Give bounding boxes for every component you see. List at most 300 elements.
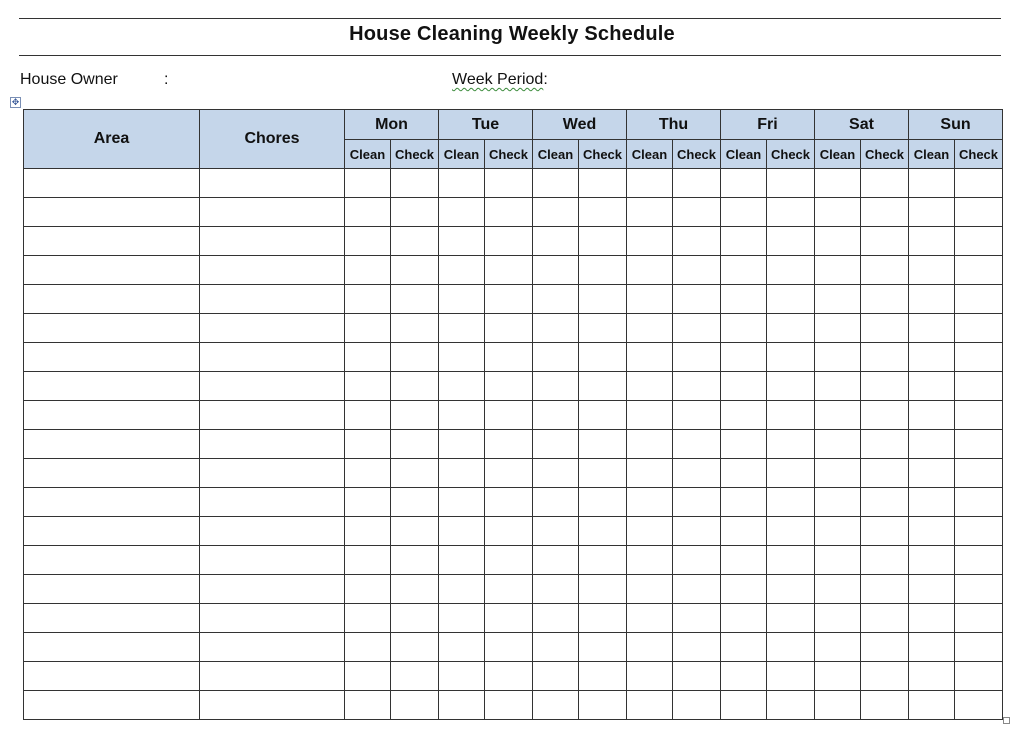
area-cell[interactable] bbox=[24, 372, 200, 401]
clean-cell[interactable] bbox=[721, 633, 767, 662]
clean-cell[interactable] bbox=[345, 372, 391, 401]
check-cell[interactable] bbox=[955, 285, 1003, 314]
check-cell[interactable] bbox=[955, 343, 1003, 372]
check-cell[interactable] bbox=[673, 604, 721, 633]
check-cell[interactable] bbox=[485, 227, 533, 256]
clean-cell[interactable] bbox=[439, 169, 485, 198]
chores-cell[interactable] bbox=[200, 430, 345, 459]
clean-cell[interactable] bbox=[533, 314, 579, 343]
check-cell[interactable] bbox=[861, 314, 909, 343]
chores-cell[interactable] bbox=[200, 343, 345, 372]
clean-cell[interactable] bbox=[815, 343, 861, 372]
clean-cell[interactable] bbox=[721, 691, 767, 720]
check-cell[interactable] bbox=[861, 691, 909, 720]
area-cell[interactable] bbox=[24, 401, 200, 430]
clean-cell[interactable] bbox=[533, 488, 579, 517]
chores-cell[interactable] bbox=[200, 169, 345, 198]
check-cell[interactable] bbox=[579, 227, 627, 256]
clean-cell[interactable] bbox=[439, 198, 485, 227]
clean-cell[interactable] bbox=[815, 198, 861, 227]
check-cell[interactable] bbox=[861, 198, 909, 227]
clean-cell[interactable] bbox=[815, 662, 861, 691]
check-cell[interactable] bbox=[579, 285, 627, 314]
check-cell[interactable] bbox=[579, 430, 627, 459]
clean-cell[interactable] bbox=[909, 488, 955, 517]
clean-cell[interactable] bbox=[627, 401, 673, 430]
area-cell[interactable] bbox=[24, 285, 200, 314]
clean-cell[interactable] bbox=[439, 488, 485, 517]
check-cell[interactable] bbox=[861, 459, 909, 488]
clean-cell[interactable] bbox=[439, 314, 485, 343]
check-cell[interactable] bbox=[955, 662, 1003, 691]
check-cell[interactable] bbox=[767, 488, 815, 517]
chores-cell[interactable] bbox=[200, 604, 345, 633]
clean-cell[interactable] bbox=[533, 401, 579, 430]
clean-cell[interactable] bbox=[345, 285, 391, 314]
area-cell[interactable] bbox=[24, 662, 200, 691]
check-cell[interactable] bbox=[767, 285, 815, 314]
check-cell[interactable] bbox=[391, 343, 439, 372]
check-cell[interactable] bbox=[391, 256, 439, 285]
check-cell[interactable] bbox=[955, 691, 1003, 720]
clean-cell[interactable] bbox=[439, 633, 485, 662]
check-cell[interactable] bbox=[861, 256, 909, 285]
area-cell[interactable] bbox=[24, 517, 200, 546]
check-cell[interactable] bbox=[955, 227, 1003, 256]
clean-cell[interactable] bbox=[533, 169, 579, 198]
check-cell[interactable] bbox=[485, 343, 533, 372]
clean-cell[interactable] bbox=[721, 372, 767, 401]
clean-cell[interactable] bbox=[533, 517, 579, 546]
area-cell[interactable] bbox=[24, 575, 200, 604]
clean-cell[interactable] bbox=[815, 256, 861, 285]
check-cell[interactable] bbox=[767, 604, 815, 633]
clean-cell[interactable] bbox=[815, 314, 861, 343]
chores-cell[interactable] bbox=[200, 256, 345, 285]
clean-cell[interactable] bbox=[815, 517, 861, 546]
clean-cell[interactable] bbox=[627, 488, 673, 517]
clean-cell[interactable] bbox=[815, 430, 861, 459]
check-cell[interactable] bbox=[673, 372, 721, 401]
check-cell[interactable] bbox=[861, 430, 909, 459]
check-cell[interactable] bbox=[485, 430, 533, 459]
check-cell[interactable] bbox=[391, 604, 439, 633]
check-cell[interactable] bbox=[861, 517, 909, 546]
clean-cell[interactable] bbox=[909, 517, 955, 546]
chores-cell[interactable] bbox=[200, 401, 345, 430]
check-cell[interactable] bbox=[767, 372, 815, 401]
clean-cell[interactable] bbox=[533, 459, 579, 488]
clean-cell[interactable] bbox=[627, 691, 673, 720]
clean-cell[interactable] bbox=[721, 314, 767, 343]
clean-cell[interactable] bbox=[345, 633, 391, 662]
clean-cell[interactable] bbox=[533, 604, 579, 633]
clean-cell[interactable] bbox=[909, 459, 955, 488]
check-cell[interactable] bbox=[579, 314, 627, 343]
check-cell[interactable] bbox=[391, 459, 439, 488]
check-cell[interactable] bbox=[767, 256, 815, 285]
chores-cell[interactable] bbox=[200, 575, 345, 604]
clean-cell[interactable] bbox=[909, 285, 955, 314]
clean-cell[interactable] bbox=[627, 372, 673, 401]
area-cell[interactable] bbox=[24, 430, 200, 459]
clean-cell[interactable] bbox=[439, 372, 485, 401]
clean-cell[interactable] bbox=[815, 546, 861, 575]
clean-cell[interactable] bbox=[815, 691, 861, 720]
check-cell[interactable] bbox=[955, 198, 1003, 227]
clean-cell[interactable] bbox=[533, 691, 579, 720]
clean-cell[interactable] bbox=[533, 633, 579, 662]
area-cell[interactable] bbox=[24, 691, 200, 720]
check-cell[interactable] bbox=[767, 575, 815, 604]
clean-cell[interactable] bbox=[439, 575, 485, 604]
check-cell[interactable] bbox=[955, 372, 1003, 401]
area-cell[interactable] bbox=[24, 546, 200, 575]
check-cell[interactable] bbox=[673, 198, 721, 227]
clean-cell[interactable] bbox=[815, 575, 861, 604]
clean-cell[interactable] bbox=[815, 604, 861, 633]
check-cell[interactable] bbox=[579, 343, 627, 372]
check-cell[interactable] bbox=[673, 314, 721, 343]
resize-handle-icon[interactable] bbox=[1003, 717, 1010, 724]
clean-cell[interactable] bbox=[345, 546, 391, 575]
clean-cell[interactable] bbox=[533, 372, 579, 401]
check-cell[interactable] bbox=[485, 604, 533, 633]
clean-cell[interactable] bbox=[721, 575, 767, 604]
clean-cell[interactable] bbox=[721, 401, 767, 430]
check-cell[interactable] bbox=[391, 575, 439, 604]
clean-cell[interactable] bbox=[627, 285, 673, 314]
chores-cell[interactable] bbox=[200, 285, 345, 314]
check-cell[interactable] bbox=[579, 691, 627, 720]
clean-cell[interactable] bbox=[439, 662, 485, 691]
check-cell[interactable] bbox=[955, 604, 1003, 633]
clean-cell[interactable] bbox=[533, 546, 579, 575]
check-cell[interactable] bbox=[673, 546, 721, 575]
check-cell[interactable] bbox=[861, 227, 909, 256]
clean-cell[interactable] bbox=[627, 546, 673, 575]
check-cell[interactable] bbox=[391, 662, 439, 691]
check-cell[interactable] bbox=[579, 517, 627, 546]
check-cell[interactable] bbox=[579, 575, 627, 604]
check-cell[interactable] bbox=[391, 430, 439, 459]
clean-cell[interactable] bbox=[345, 488, 391, 517]
check-cell[interactable] bbox=[485, 169, 533, 198]
clean-cell[interactable] bbox=[815, 633, 861, 662]
check-cell[interactable] bbox=[955, 517, 1003, 546]
area-cell[interactable] bbox=[24, 256, 200, 285]
area-cell[interactable] bbox=[24, 633, 200, 662]
clean-cell[interactable] bbox=[909, 169, 955, 198]
clean-cell[interactable] bbox=[627, 575, 673, 604]
check-cell[interactable] bbox=[579, 633, 627, 662]
area-cell[interactable] bbox=[24, 198, 200, 227]
check-cell[interactable] bbox=[391, 691, 439, 720]
check-cell[interactable] bbox=[767, 662, 815, 691]
check-cell[interactable] bbox=[391, 546, 439, 575]
check-cell[interactable] bbox=[955, 314, 1003, 343]
clean-cell[interactable] bbox=[627, 198, 673, 227]
check-cell[interactable] bbox=[861, 372, 909, 401]
check-cell[interactable] bbox=[485, 662, 533, 691]
clean-cell[interactable] bbox=[909, 372, 955, 401]
clean-cell[interactable] bbox=[345, 169, 391, 198]
check-cell[interactable] bbox=[673, 285, 721, 314]
check-cell[interactable] bbox=[579, 488, 627, 517]
clean-cell[interactable] bbox=[721, 169, 767, 198]
check-cell[interactable] bbox=[955, 169, 1003, 198]
clean-cell[interactable] bbox=[345, 401, 391, 430]
clean-cell[interactable] bbox=[439, 256, 485, 285]
clean-cell[interactable] bbox=[533, 285, 579, 314]
check-cell[interactable] bbox=[955, 256, 1003, 285]
check-cell[interactable] bbox=[485, 314, 533, 343]
chores-cell[interactable] bbox=[200, 459, 345, 488]
check-cell[interactable] bbox=[579, 546, 627, 575]
clean-cell[interactable] bbox=[439, 401, 485, 430]
clean-cell[interactable] bbox=[909, 198, 955, 227]
clean-cell[interactable] bbox=[439, 517, 485, 546]
check-cell[interactable] bbox=[391, 198, 439, 227]
clean-cell[interactable] bbox=[721, 459, 767, 488]
area-cell[interactable] bbox=[24, 488, 200, 517]
clean-cell[interactable] bbox=[815, 285, 861, 314]
clean-cell[interactable] bbox=[439, 343, 485, 372]
check-cell[interactable] bbox=[861, 546, 909, 575]
check-cell[interactable] bbox=[861, 285, 909, 314]
check-cell[interactable] bbox=[861, 604, 909, 633]
clean-cell[interactable] bbox=[815, 459, 861, 488]
clean-cell[interactable] bbox=[345, 256, 391, 285]
check-cell[interactable] bbox=[485, 633, 533, 662]
clean-cell[interactable] bbox=[439, 691, 485, 720]
check-cell[interactable] bbox=[485, 285, 533, 314]
clean-cell[interactable] bbox=[721, 662, 767, 691]
check-cell[interactable] bbox=[579, 662, 627, 691]
check-cell[interactable] bbox=[861, 169, 909, 198]
chores-cell[interactable] bbox=[200, 517, 345, 546]
chores-cell[interactable] bbox=[200, 691, 345, 720]
check-cell[interactable] bbox=[391, 401, 439, 430]
clean-cell[interactable] bbox=[815, 169, 861, 198]
clean-cell[interactable] bbox=[345, 517, 391, 546]
check-cell[interactable] bbox=[861, 575, 909, 604]
check-cell[interactable] bbox=[485, 488, 533, 517]
clean-cell[interactable] bbox=[345, 459, 391, 488]
check-cell[interactable] bbox=[767, 546, 815, 575]
chores-cell[interactable] bbox=[200, 314, 345, 343]
clean-cell[interactable] bbox=[909, 430, 955, 459]
check-cell[interactable] bbox=[767, 343, 815, 372]
check-cell[interactable] bbox=[955, 546, 1003, 575]
clean-cell[interactable] bbox=[533, 198, 579, 227]
check-cell[interactable] bbox=[391, 633, 439, 662]
clean-cell[interactable] bbox=[909, 662, 955, 691]
area-cell[interactable] bbox=[24, 604, 200, 633]
check-cell[interactable] bbox=[767, 227, 815, 256]
check-cell[interactable] bbox=[579, 459, 627, 488]
check-cell[interactable] bbox=[673, 459, 721, 488]
clean-cell[interactable] bbox=[909, 401, 955, 430]
clean-cell[interactable] bbox=[909, 343, 955, 372]
check-cell[interactable] bbox=[673, 488, 721, 517]
chores-cell[interactable] bbox=[200, 372, 345, 401]
clean-cell[interactable] bbox=[909, 546, 955, 575]
clean-cell[interactable] bbox=[345, 198, 391, 227]
clean-cell[interactable] bbox=[533, 343, 579, 372]
check-cell[interactable] bbox=[673, 430, 721, 459]
check-cell[interactable] bbox=[485, 459, 533, 488]
clean-cell[interactable] bbox=[627, 314, 673, 343]
check-cell[interactable] bbox=[955, 633, 1003, 662]
check-cell[interactable] bbox=[955, 575, 1003, 604]
clean-cell[interactable] bbox=[439, 459, 485, 488]
check-cell[interactable] bbox=[485, 691, 533, 720]
clean-cell[interactable] bbox=[721, 256, 767, 285]
check-cell[interactable] bbox=[673, 575, 721, 604]
clean-cell[interactable] bbox=[439, 546, 485, 575]
chores-cell[interactable] bbox=[200, 633, 345, 662]
clean-cell[interactable] bbox=[815, 488, 861, 517]
clean-cell[interactable] bbox=[533, 227, 579, 256]
chores-cell[interactable] bbox=[200, 198, 345, 227]
chores-cell[interactable] bbox=[200, 546, 345, 575]
check-cell[interactable] bbox=[861, 488, 909, 517]
clean-cell[interactable] bbox=[345, 575, 391, 604]
check-cell[interactable] bbox=[673, 517, 721, 546]
clean-cell[interactable] bbox=[627, 430, 673, 459]
clean-cell[interactable] bbox=[909, 256, 955, 285]
check-cell[interactable] bbox=[579, 604, 627, 633]
clean-cell[interactable] bbox=[533, 575, 579, 604]
check-cell[interactable] bbox=[861, 633, 909, 662]
clean-cell[interactable] bbox=[345, 314, 391, 343]
clean-cell[interactable] bbox=[721, 285, 767, 314]
clean-cell[interactable] bbox=[909, 633, 955, 662]
check-cell[interactable] bbox=[767, 459, 815, 488]
clean-cell[interactable] bbox=[439, 604, 485, 633]
clean-cell[interactable] bbox=[627, 343, 673, 372]
check-cell[interactable] bbox=[861, 662, 909, 691]
check-cell[interactable] bbox=[955, 488, 1003, 517]
clean-cell[interactable] bbox=[721, 488, 767, 517]
clean-cell[interactable] bbox=[345, 604, 391, 633]
check-cell[interactable] bbox=[391, 314, 439, 343]
check-cell[interactable] bbox=[861, 343, 909, 372]
check-cell[interactable] bbox=[673, 691, 721, 720]
chores-cell[interactable] bbox=[200, 488, 345, 517]
check-cell[interactable] bbox=[673, 633, 721, 662]
clean-cell[interactable] bbox=[909, 227, 955, 256]
check-cell[interactable] bbox=[485, 198, 533, 227]
check-cell[interactable] bbox=[955, 401, 1003, 430]
clean-cell[interactable] bbox=[627, 604, 673, 633]
check-cell[interactable] bbox=[485, 256, 533, 285]
clean-cell[interactable] bbox=[721, 604, 767, 633]
check-cell[interactable] bbox=[579, 169, 627, 198]
clean-cell[interactable] bbox=[815, 401, 861, 430]
check-cell[interactable] bbox=[955, 459, 1003, 488]
clean-cell[interactable] bbox=[627, 459, 673, 488]
clean-cell[interactable] bbox=[345, 227, 391, 256]
clean-cell[interactable] bbox=[439, 285, 485, 314]
clean-cell[interactable] bbox=[909, 604, 955, 633]
area-cell[interactable] bbox=[24, 314, 200, 343]
move-handle-icon[interactable]: ✥ bbox=[11, 97, 20, 107]
check-cell[interactable] bbox=[767, 314, 815, 343]
check-cell[interactable] bbox=[673, 343, 721, 372]
area-cell[interactable] bbox=[24, 227, 200, 256]
check-cell[interactable] bbox=[673, 227, 721, 256]
clean-cell[interactable] bbox=[909, 691, 955, 720]
check-cell[interactable] bbox=[767, 198, 815, 227]
check-cell[interactable] bbox=[485, 575, 533, 604]
check-cell[interactable] bbox=[485, 401, 533, 430]
clean-cell[interactable] bbox=[627, 169, 673, 198]
clean-cell[interactable] bbox=[345, 691, 391, 720]
clean-cell[interactable] bbox=[439, 227, 485, 256]
check-cell[interactable] bbox=[485, 517, 533, 546]
check-cell[interactable] bbox=[485, 372, 533, 401]
clean-cell[interactable] bbox=[345, 662, 391, 691]
check-cell[interactable] bbox=[673, 401, 721, 430]
chores-cell[interactable] bbox=[200, 227, 345, 256]
clean-cell[interactable] bbox=[345, 343, 391, 372]
check-cell[interactable] bbox=[579, 401, 627, 430]
check-cell[interactable] bbox=[391, 517, 439, 546]
area-cell[interactable] bbox=[24, 459, 200, 488]
check-cell[interactable] bbox=[485, 546, 533, 575]
check-cell[interactable] bbox=[579, 372, 627, 401]
clean-cell[interactable] bbox=[909, 575, 955, 604]
check-cell[interactable] bbox=[673, 169, 721, 198]
area-cell[interactable] bbox=[24, 343, 200, 372]
chores-cell[interactable] bbox=[200, 662, 345, 691]
clean-cell[interactable] bbox=[345, 430, 391, 459]
clean-cell[interactable] bbox=[627, 662, 673, 691]
check-cell[interactable] bbox=[767, 401, 815, 430]
clean-cell[interactable] bbox=[439, 430, 485, 459]
clean-cell[interactable] bbox=[815, 227, 861, 256]
check-cell[interactable] bbox=[391, 285, 439, 314]
clean-cell[interactable] bbox=[721, 546, 767, 575]
clean-cell[interactable] bbox=[533, 430, 579, 459]
clean-cell[interactable] bbox=[721, 430, 767, 459]
clean-cell[interactable] bbox=[627, 256, 673, 285]
check-cell[interactable] bbox=[579, 198, 627, 227]
clean-cell[interactable] bbox=[627, 227, 673, 256]
check-cell[interactable] bbox=[767, 633, 815, 662]
check-cell[interactable] bbox=[391, 372, 439, 401]
check-cell[interactable] bbox=[767, 691, 815, 720]
clean-cell[interactable] bbox=[721, 227, 767, 256]
check-cell[interactable] bbox=[391, 169, 439, 198]
check-cell[interactable] bbox=[955, 430, 1003, 459]
clean-cell[interactable] bbox=[721, 517, 767, 546]
check-cell[interactable] bbox=[579, 256, 627, 285]
clean-cell[interactable] bbox=[721, 198, 767, 227]
check-cell[interactable] bbox=[391, 227, 439, 256]
check-cell[interactable] bbox=[391, 488, 439, 517]
check-cell[interactable] bbox=[767, 517, 815, 546]
clean-cell[interactable] bbox=[533, 662, 579, 691]
area-cell[interactable] bbox=[24, 169, 200, 198]
check-cell[interactable] bbox=[673, 256, 721, 285]
clean-cell[interactable] bbox=[909, 314, 955, 343]
clean-cell[interactable] bbox=[815, 372, 861, 401]
clean-cell[interactable] bbox=[627, 517, 673, 546]
check-cell[interactable] bbox=[673, 662, 721, 691]
